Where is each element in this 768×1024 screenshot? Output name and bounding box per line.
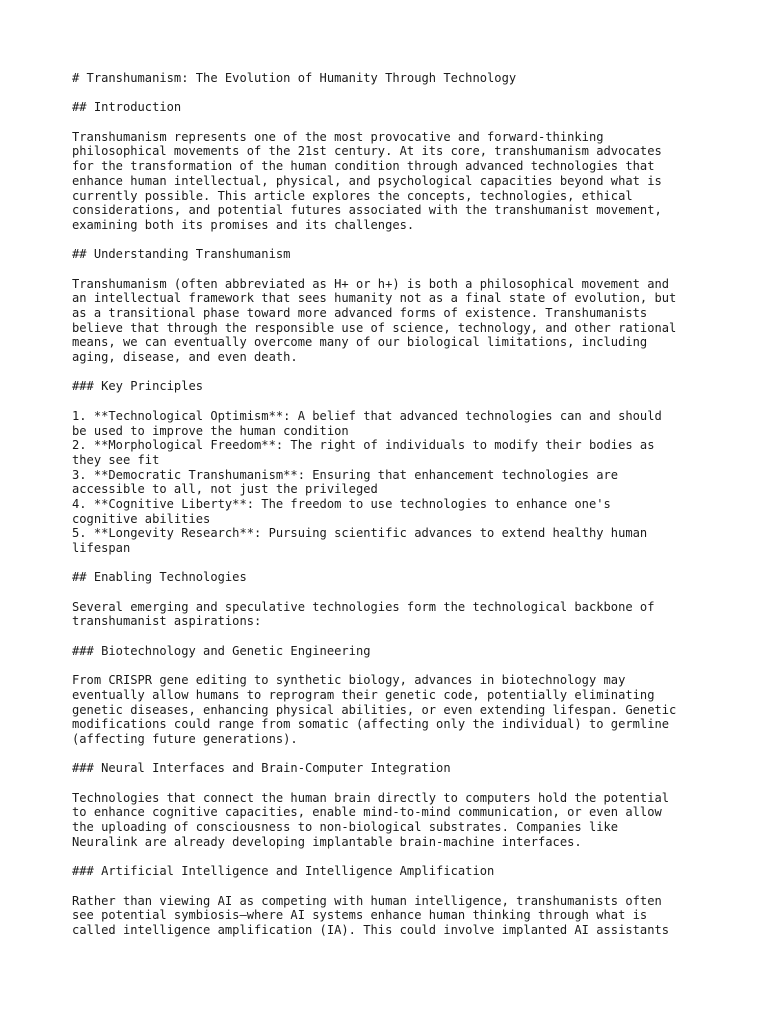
paragraph-line: as a transitional phase toward more advanced forms of existence. Transhumanists xyxy=(72,306,648,320)
paragraph-line: means, we can eventually overcome many of our biological limitations, including xyxy=(72,335,648,350)
section-heading: ## Introduction xyxy=(72,100,182,115)
paragraph-line: be used to improve the human condition xyxy=(72,423,349,438)
paragraph-line: modifications could range from somatic (affecting only the individual) to germline xyxy=(72,717,670,732)
document-title: # Transhumanism: The Evolution of Humanity Through Technology xyxy=(72,71,517,85)
paragraph-line: eventually allow humans to reprogram their genetic code, potentially eliminating xyxy=(72,687,655,702)
paragraph-line: Transhumanism represents one of the most provocative and forward-thinking xyxy=(72,129,604,144)
paragraph-line: called intelligence amplification (IA). This could involve implanted AI assistants xyxy=(72,922,670,937)
list-item-line: 4. **Cognitive Liberty**: The freedom to use technologies to enhance one's xyxy=(72,496,611,511)
paragraph-line: accessible to all, not just the privileged xyxy=(72,482,378,497)
paragraph-line: an intellectual framework that sees humanity not as a final state of evolution, but xyxy=(72,291,677,306)
paragraph-line: currently possible. This article explores the concepts, technologies, ethical xyxy=(72,188,633,203)
paragraph-line: considerations, and potential futures associated with the transhumanist movement, xyxy=(72,203,662,218)
list-item-line: 3. **Democratic Transhumanism**: Ensuring that enhancement technologies are xyxy=(72,467,619,482)
blank-line xyxy=(72,776,712,791)
paragraph-line: the uploading of consciousness to non-biological substrates. Companies like xyxy=(72,820,619,835)
section-heading: ## Understanding Transhumanism xyxy=(72,247,291,262)
paragraph-line: genetic diseases, enhancing physical abilities, or even extending lifespan. Genetic xyxy=(72,702,677,717)
subsection-heading: ### Biotechnology and Genetic Engineering xyxy=(72,643,371,658)
paragraph-line: aging, disease, and even death. xyxy=(72,350,298,365)
paragraph-line: Transhumanism (often abbreviated as H+ or h+) is both a philosophical movement and xyxy=(72,276,670,291)
blank-line xyxy=(72,747,712,762)
paragraph-line: Neuralink are already developing implantable brain-machine interfaces. xyxy=(72,834,582,849)
document-page xyxy=(72,71,712,938)
blank-line xyxy=(72,86,712,101)
blank-line xyxy=(72,629,712,644)
blank-line xyxy=(72,233,712,248)
subsection-heading: ### Neural Interfaces and Brain-Computer Integration xyxy=(72,761,451,776)
list-item-line: 5. **Longevity Research**: Pursuing scientific advances to extend healthy human xyxy=(72,526,648,541)
paragraph-line: From CRISPR gene editing to synthetic biology, advances in biotechnology may xyxy=(72,673,626,688)
paragraph-line: examining both its promises and its challenges. xyxy=(72,217,415,232)
paragraph-line: see potential symbiosis—where AI systems enhance human thinking through what is xyxy=(72,908,648,923)
paragraph-line: to enhance cognitive capacities, enable mind-to-mind communication, or even allow xyxy=(72,805,662,820)
paragraph-line: for the transformation of the human condition through advanced technologies that xyxy=(72,159,655,174)
list-item-line: 2. **Morphological Freedom**: The right of individuals to modify their bodies as xyxy=(72,438,655,453)
paragraph-line: (affecting future generations). xyxy=(72,731,298,746)
paragraph-line: Several emerging and speculative technologies form the technological backbone of xyxy=(72,599,655,614)
blank-line xyxy=(72,849,712,864)
subsection-heading: ### Artificial Intelligence and Intelligence Amplification xyxy=(72,864,495,879)
blank-line xyxy=(72,115,712,130)
section-heading: ## Enabling Technologies xyxy=(72,570,247,585)
blank-line xyxy=(72,879,712,894)
paragraph-line: transhumanist aspirations: xyxy=(72,614,262,629)
blank-line xyxy=(72,585,712,600)
paragraph-line: Rather than viewing AI as competing with human intelligence, transhumanists often xyxy=(72,893,662,908)
paragraph-line: believe that through the responsible use of science, technology, and other rational xyxy=(72,320,677,335)
paragraph-line: they see fit xyxy=(72,452,160,467)
paragraph-line: lifespan xyxy=(72,541,131,555)
paragraph-line: philosophical movements of the 21st century. At its core, transhumanism advocates xyxy=(72,144,662,159)
list-item-line: 1. **Technological Optimism**: A belief that advanced technologies can and should xyxy=(72,408,662,423)
blank-line xyxy=(72,262,712,277)
blank-line xyxy=(72,659,712,674)
paragraph-line: enhance human intellectual, physical, and psychological capacities beyond what is xyxy=(72,173,662,188)
blank-line xyxy=(72,394,712,409)
paragraph-line: Technologies that connect the human brain directly to computers hold the potential xyxy=(72,790,670,805)
paragraph-line: cognitive abilities xyxy=(72,511,211,526)
blank-line xyxy=(72,365,712,380)
subsection-heading: ### Key Principles xyxy=(72,379,204,394)
blank-line xyxy=(72,556,712,571)
